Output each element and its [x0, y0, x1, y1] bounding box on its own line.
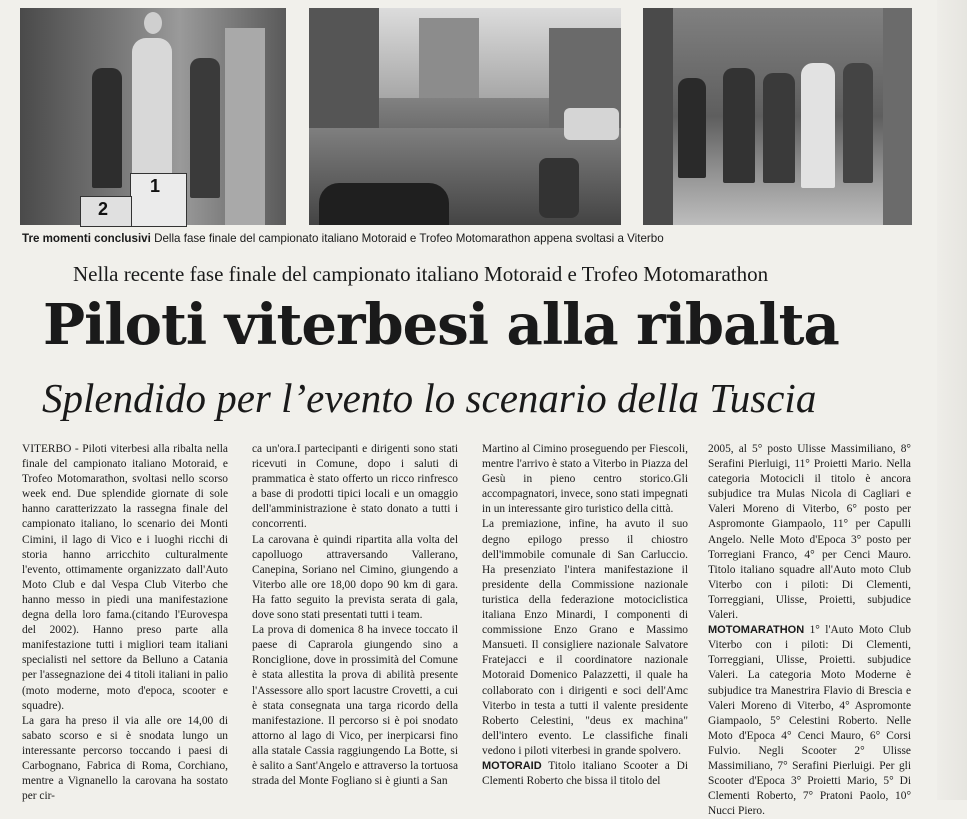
headline: Piloti viterbesi alla ribalta — [43, 292, 839, 358]
paragraph — [708, 623, 911, 819]
photo-caption — [22, 232, 922, 245]
paragraph: La premiazione, infine, ha avuto il suo degno epilogo presso il chiostro dell'immobile comunale di San Carluccio. Ha presenziato l'intera manifestazione il presidente della Commissione nazionale turistica della federazione motociclistica italiana Enzo Minardi, I componenti di commissione Enzo Grano e Massimo Mansueti. Il consigliere nazionale Salvatore Fratejacci e il coordinatore nazionale Motoraid Domenico Palazzetti, il quale ha collaborato con i dirigenti e soci dell'Amc Viterbo in testa a tutti il valente presidente Roberto Celestini, "deus ex machina" dell'intero evento. Le classifiche finali vedono i piloti viterbesi in grande spolvero. — [482, 518, 688, 757]
caption-text: Della fase finale del campionato italiano Motoraid e Trofeo Motomarathon appena svoltasi a Viterbo — [150, 232, 664, 245]
section-text: 1° l'Auto Moto Club Viterbo con i piloti: Di Clementi, Torreggiani, Ulisse, Proietti. subjudice Valeri. La categoria Moto Moderne è subjudice tra Manestrira Flavio di Brescia e Valeri Moreno di Viterbo, 4° Aspromonte Giampaolo, 5° Celestini Roberto. Nelle Moto d'Epoca 4° Cenci Mauro, 6° Corsi Fulvio. Negli Scooter 2° Ulisse Massimiliano, 7° Serafini Pierluigi. Per gli Scooter d'Epoca 3° Proietti Mario, 5° Di Clementi Roberto, 7° Pratoni Paolo, 10° Nucci Piero. — [708, 624, 911, 818]
section-text: Titolo italiano Scooter a Di Clementi Roberto che bissa il titolo del — [482, 759, 688, 788]
section-heading-motomarathon: MOTOMARATHON — [708, 624, 805, 637]
article-column-3 — [482, 442, 688, 797]
page-edge — [937, 0, 967, 800]
paragraph: ca un'ora.I partecipanti e dirigenti sono stati ricevuti in Comune, dopo i saluti di prammatica è stato offerto un ricco rinfresco a base di prodotti tipici locali e un omaggio dell'amministrazione è stato donato a tutti i concorrenti. — [252, 443, 458, 531]
article-column-4 — [708, 442, 911, 818]
paragraph — [482, 759, 688, 789]
paragraph: La gara ha preso il via alle ore 14,00 di sabato scorso e si è snodata lungo un interessante percorso toccando i paesi di Carbognano, Fabrica di Roma, Corchiano, mentre a Vignanello la carovana ha sostato per cir- — [22, 714, 228, 803]
section-heading-motoraid: MOTORAID — [482, 759, 542, 772]
caption-lead: Tre momenti conclusivi — [22, 232, 151, 245]
article-column-1 — [22, 442, 228, 803]
paragraph: La prova di domenica 8 ha invece toccato il paese di Caprarola giungendo sino a Ronciglione, dove in prossimità del Comune è stata allestita la prova di abilità presente l'Assessore allo sport lacustre Crovetti, a cui è stata consegnata una targa ricordo della manifestazione. Il percorso si è poi snodato attorno al lago di Vico, per inerpicarsi fino alla statale Cassia raggiungendo La Botte, si è salito a Sant'Angelo e attraverso la tortuosa strada del Monte Fogliano si è giunti a San — [252, 624, 458, 788]
group-photo — [643, 8, 912, 225]
paragraph: VITERBO - Piloti viterbesi alla ribalta nella finale del campionato italiano Motoraid, e Trofeo Motomarathon, svoltasi nello scorso week end. Due splendide giornate di sole hanno caratterizzato la rassegna finale del campionato italiano, lo scenario dei Monti Cimini, il lago di Vico e i luoghi ricchi di storia hanno arricchito culturalmente l'evento, ottimamente organizzato dall'Auto Moto Club e dal Vespa Club Viterbo che hanno messo in piedi una manifestazione degna della loro fama.(citando l'Eurovespa del 2002). Hanno preso parte alla manifestazione tutti i migliori team italiani specialisti nel settore da Belluno a Catania per l'assegnazione dei 4 titoli italiani in palio (moto moderne, moto d'epoca, scooter e squadre). — [22, 443, 228, 712]
piazza-photo — [309, 8, 621, 225]
article-column-2 — [252, 442, 458, 797]
podium-photo — [20, 8, 286, 225]
podium-number-1: 1 — [150, 176, 161, 196]
subheadline: Splendido per l’evento lo scenario della Tuscia — [42, 375, 817, 421]
paragraph: Martino al Cimino proseguendo per Fiescoli, mentre l'arrivo è stato a Viterbo in Piazza del Gesù in pieno centro storico.Gli accompagnatori, invece, sono stati impegnati in un interessante giro turistico della città. — [482, 443, 688, 516]
paragraph: 2005, al 5° posto Ulisse Massimiliano, 8° Serafini Pierluigi, 11° Proietti Mario. Nella categoria Motocicli il titolo è ancora subjudice tra Mulas Nicola di Cagliari e Valeri Moreno di Viterbo, 6° posto per Aspromonte Giampaolo, 11° per Capulli Angelo. Nelle Moto d'Epoca 3° posto per Torregiani Franco, 4° per Cenci Mauro. Titolo italiano squadre all'Auto moto Club Viterbo con i piloti: Di Clementi, Torreggiani, Ulisse, Proietti, subjudice Valeri. — [708, 443, 911, 622]
podium-number-2: 2 — [98, 199, 109, 219]
kicker: Nella recente fase finale del campionato italiano Motoraid e Trofeo Motomarathon — [73, 262, 769, 286]
paragraph: La carovana è quindi ripartita alla volta del capolluogo attraversando Vallerano, Canepina, Soriano nel Cimino, giungendo a Viterbo alle ore 18,00 dopo 90 km di gara. Ha fatto seguito la prevista serata di gala, dove sono stati presentati tutti i team. — [252, 533, 458, 622]
